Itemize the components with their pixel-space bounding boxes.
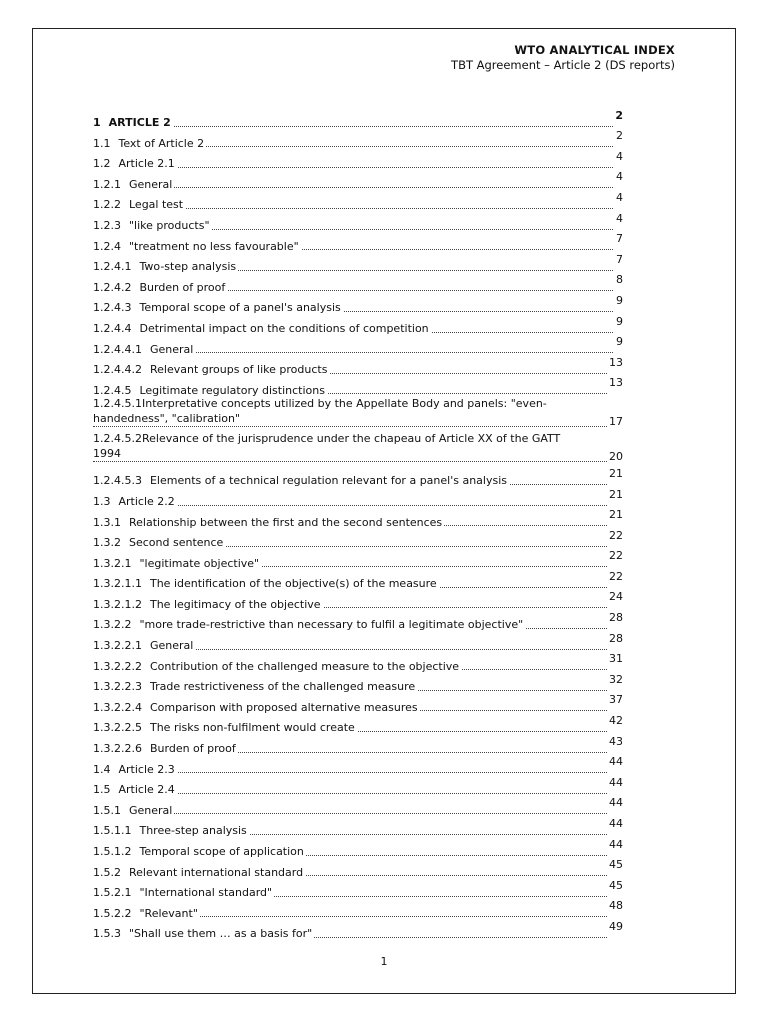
toc-entry-number: 1.5.3 (93, 927, 121, 941)
toc-entry-title: Comparison with proposed alternative measures (149, 700, 418, 714)
toc-entry[interactable] (93, 570, 623, 591)
toc-entry[interactable] (93, 735, 623, 756)
toc-entry-number: 1.3.2.2.2 (93, 659, 142, 673)
toc-entry-title: Relevant groups of like products (149, 363, 328, 377)
toc-entry[interactable] (93, 109, 623, 130)
toc-entry-number: 1.2.4.5 (93, 383, 132, 397)
toc-entry[interactable] (93, 488, 623, 509)
toc-entry[interactable] (93, 673, 623, 694)
toc-entry[interactable] (93, 900, 623, 921)
page-header (451, 43, 675, 73)
document-page (32, 28, 736, 994)
toc-entry-title: Article 2.4 (118, 783, 175, 797)
toc-entry-number: 1.5 (93, 783, 111, 797)
toc-entry-page: 22 (607, 570, 623, 591)
toc-entry-page: 21 (607, 488, 623, 509)
toc-entry-title: Detrimental impact on the conditions of competition (139, 321, 429, 335)
toc-entry-number: 1.2.4.5.3 (93, 474, 142, 488)
header-subtitle: TBT Agreement – Article 2 (DS reports) (451, 58, 675, 72)
toc-entry[interactable] (93, 397, 623, 430)
toc-entry-title: Relevance of the jurisprudence under the chapeau of Article XX of the GATT (141, 432, 561, 446)
toc-entry-number: 1.3.2.2.6 (93, 742, 142, 756)
toc-entry-title: The legitimacy of the objective (149, 597, 321, 611)
toc-entry-title: Legal test (129, 198, 184, 212)
toc-entry-number: 1.2.2 (93, 198, 121, 212)
toc-entry-number: 1 (93, 116, 101, 129)
toc-entry-title: General (129, 803, 173, 817)
toc-entry-number: 1.1 (93, 136, 111, 150)
toc-entry-page: 48 (607, 900, 623, 921)
toc-entry-number: 1.3.2.2.4 (93, 700, 142, 714)
toc-entry[interactable] (93, 150, 623, 171)
toc-entry-number: 1.2.4.2 (93, 280, 132, 294)
table-of-contents (93, 109, 623, 941)
toc-entry-title: General (129, 177, 173, 191)
toc-entry-page: 4 (614, 212, 623, 233)
toc-entry-page: 22 (607, 529, 623, 550)
toc-entry-title-continued: 1994 (93, 447, 121, 461)
toc-entry-page: 44 (607, 817, 623, 838)
toc-entry-page: 2 (613, 109, 623, 130)
toc-entry-title: Interpretative concepts utilized by the Appellate Body and panels: "even- (141, 397, 547, 411)
toc-entry-title: Relevant international standard (129, 865, 304, 879)
toc-entry-title: General (149, 342, 194, 356)
toc-entry-number: 1.5.1.1 (93, 824, 132, 838)
toc-entry-title: Relationship between the first and the second sentences (129, 515, 443, 529)
toc-entry-title: "International standard" (139, 886, 273, 900)
toc-entry[interactable] (93, 859, 623, 880)
toc-entry-title: Legitimate regulatory distinctions (139, 383, 325, 397)
toc-entry-page: 9 (614, 315, 623, 336)
toc-entry[interactable] (93, 694, 623, 715)
toc-entry-number: 1.3.2.1.1 (93, 577, 142, 591)
toc-entry[interactable] (93, 356, 623, 377)
toc-entry-title: Three-step analysis (139, 824, 247, 838)
page-number: 1 (380, 955, 388, 968)
toc-entry-page: 21 (607, 509, 623, 530)
toc-entry-number: 1.2.4.3 (93, 301, 132, 315)
toc-entry[interactable] (93, 274, 623, 295)
toc-entry-title: The risks non-fulfilment would create (149, 721, 355, 735)
toc-entry-number: 1.2 (93, 157, 111, 171)
toc-entry-title: General (149, 639, 194, 653)
toc-entry[interactable] (93, 130, 623, 151)
toc-entry-page: 28 (607, 632, 623, 653)
toc-entry[interactable] (93, 817, 623, 838)
toc-entry-page: 2 (614, 130, 623, 151)
toc-entry-number: 1.2.4.1 (93, 260, 132, 274)
toc-entry[interactable] (93, 632, 623, 653)
toc-entry-page: 4 (614, 191, 623, 212)
toc-entry-title: Temporal scope of a panel's analysis (139, 301, 341, 315)
toc-entry-page: 7 (614, 253, 623, 274)
toc-entry[interactable] (93, 432, 623, 465)
toc-entry-page: 44 (607, 776, 623, 797)
toc-entry-page: 22 (607, 550, 623, 571)
toc-entry-number: 1.3.2.2.3 (93, 680, 142, 694)
toc-entry[interactable] (93, 509, 623, 530)
toc-entry-page: 20 (609, 450, 623, 464)
toc-entry[interactable] (93, 838, 623, 859)
toc-entry-title: The identification of the objective(s) of the measure (149, 577, 437, 591)
toc-entry-number: 1.5.2 (93, 865, 121, 879)
toc-entry-page: 45 (607, 879, 623, 900)
toc-entry-number: 1.5.1 (93, 803, 121, 817)
toc-entry[interactable] (93, 879, 623, 900)
toc-entry-title: "legitimate objective" (139, 556, 260, 570)
toc-entry-title: Two-step analysis (139, 260, 237, 274)
toc-entry-title: Burden of proof (139, 280, 226, 294)
toc-entry[interactable] (93, 191, 623, 212)
toc-entry[interactable] (93, 294, 623, 315)
toc-entry-title: "more trade-restrictive than necessary to fulfil a legitimate objective" (139, 618, 524, 632)
toc-entry-number: 1.3.2 (93, 536, 121, 550)
toc-entry[interactable] (93, 336, 623, 357)
toc-entry-page: 42 (607, 714, 623, 735)
toc-entry[interactable] (93, 529, 623, 550)
toc-entry-page: 37 (607, 694, 623, 715)
toc-entry[interactable] (93, 714, 623, 735)
toc-entry-page: 9 (614, 336, 623, 357)
toc-entry-title: "like products" (129, 218, 210, 232)
toc-entry-page: 44 (607, 797, 623, 818)
toc-entry-number: 1.5.2.1 (93, 886, 132, 900)
toc-entry[interactable] (93, 653, 623, 674)
toc-entry-number: 1.2.4.5.2 (93, 432, 142, 446)
toc-entry[interactable] (93, 253, 623, 274)
toc-entry-page: 45 (607, 859, 623, 880)
toc-entry[interactable] (93, 233, 623, 254)
toc-entry-number: 1.2.4.5.1 (93, 397, 142, 411)
toc-entry[interactable] (93, 591, 623, 612)
toc-entry-title: Article 2.1 (118, 157, 175, 171)
toc-entry[interactable] (93, 756, 623, 777)
toc-entry[interactable] (93, 171, 623, 192)
toc-entry-page: 9 (614, 294, 623, 315)
toc-entry-title: "treatment no less favourable" (129, 239, 299, 253)
toc-entry-page: 44 (607, 838, 623, 859)
toc-entry[interactable] (93, 611, 623, 632)
toc-entry[interactable] (93, 920, 623, 941)
toc-entry-title: Text of Article 2 (118, 136, 205, 150)
toc-entry[interactable] (93, 776, 623, 797)
toc-entry[interactable] (93, 467, 623, 488)
toc-entry-page: 31 (607, 653, 623, 674)
toc-entry-number: 1.2.4 (93, 239, 121, 253)
toc-entry-title: Article 2.3 (118, 762, 175, 776)
dot-leader (93, 426, 623, 427)
header-title: WTO ANALYTICAL INDEX (514, 43, 675, 57)
toc-entry-number: 1.3.2.2 (93, 618, 132, 632)
toc-entry-page: 32 (607, 673, 623, 694)
toc-entry-number: 1.3.2.1.2 (93, 597, 142, 611)
toc-entry-number: 1.3 (93, 494, 111, 508)
toc-entry-page: 24 (607, 591, 623, 612)
toc-entry-page: 7 (614, 233, 623, 254)
toc-entry-page: 44 (607, 756, 623, 777)
toc-entry-title: Trade restrictiveness of the challenged measure (149, 680, 416, 694)
toc-entry-number: 1.2.4.4 (93, 321, 132, 335)
toc-entry-number: 1.5.1.2 (93, 845, 132, 858)
toc-entry-number: 1.3.2.1 (93, 556, 132, 570)
toc-entry-page: 28 (607, 611, 623, 632)
toc-entry-title: Contribution of the challenged measure to the objective (149, 659, 460, 673)
toc-entry-page: 8 (614, 274, 623, 295)
toc-entry-number: 1.2.3 (93, 218, 121, 232)
toc-entry[interactable] (93, 315, 623, 336)
toc-entry-title-continued: handedness", "calibration" (93, 412, 241, 426)
toc-entry-page: 17 (609, 415, 623, 429)
toc-entry-number: 1.5.2.2 (93, 906, 132, 920)
toc-entry-title: "Shall use them … as a basis for" (129, 927, 313, 941)
toc-entry-title: Burden of proof (149, 742, 236, 756)
toc-entry-page: 21 (607, 467, 623, 488)
toc-entry-number: 1.2.1 (93, 177, 121, 191)
toc-entry-title: "Relevant" (139, 906, 198, 920)
toc-entry-page: 43 (607, 735, 623, 756)
toc-entry-page: 13 (607, 377, 623, 398)
toc-entry-number: 1.3.1 (93, 515, 121, 529)
toc-entry-title: Temporal scope of application (139, 845, 304, 858)
toc-entry-page: 49 (607, 920, 623, 941)
toc-entry-title: Article 2.2 (118, 494, 175, 508)
toc-entry-title: ARTICLE 2 (108, 116, 171, 129)
toc-entry[interactable] (93, 797, 623, 818)
toc-entry-title: Second sentence (129, 536, 224, 550)
toc-entry-number: 1.3.2.2.1 (93, 639, 142, 653)
toc-entry[interactable] (93, 377, 623, 398)
toc-entry-number: 1.2.4.4.2 (93, 363, 142, 377)
toc-entry-page: 4 (614, 150, 623, 171)
toc-entry-page: 4 (614, 171, 623, 192)
toc-entry-number: 1.4 (93, 762, 111, 776)
dot-leader (93, 461, 623, 462)
toc-entry[interactable] (93, 212, 623, 233)
toc-entry-title: Elements of a technical regulation relevant for a panel's analysis (149, 474, 507, 488)
toc-entry-page: 13 (607, 356, 623, 377)
toc-entry[interactable] (93, 550, 623, 571)
toc-entry-number: 1.2.4.4.1 (93, 342, 142, 356)
toc-entry-number: 1.3.2.2.5 (93, 721, 142, 735)
